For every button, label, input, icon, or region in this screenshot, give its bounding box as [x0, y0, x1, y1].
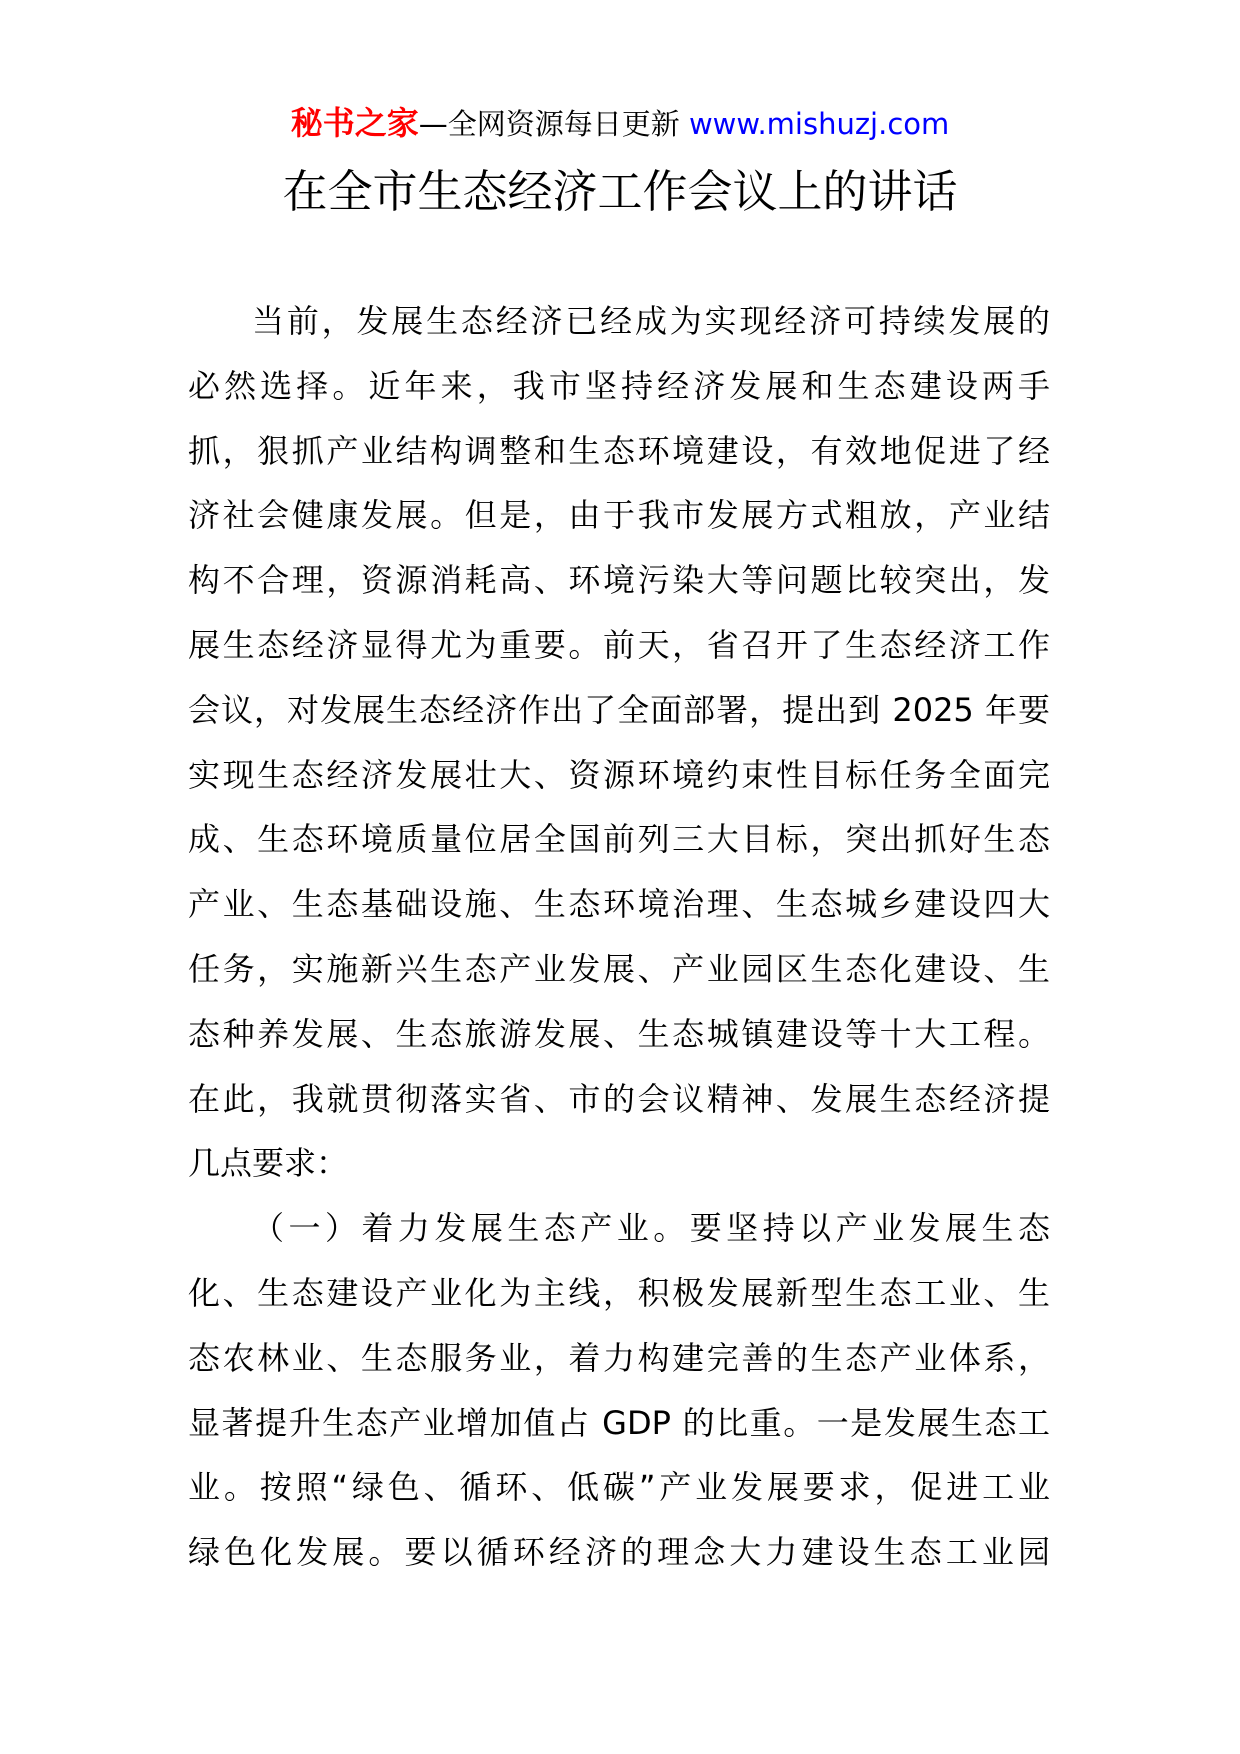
body-text-line: 抓，狠抓产业结构调整和生态环境建设，有效地促进了经: [188, 431, 1050, 470]
body-text-line: 构不合理，资源消耗高、环境污染大等问题比较突出，发: [188, 561, 1050, 600]
body-text-line: 展生态经济显得尤为重要。前天，省召开了生态经济工作: [188, 625, 1050, 664]
section-heading-line: （一）着力发展生态产业。要坚持以产业发展生态: [252, 1209, 1050, 1248]
body-text-line: 济社会健康发展。但是，由于我市发展方式粗放，产业结: [188, 496, 1050, 535]
body-text-line: 态农林业、生态服务业，着力构建完善的生态产业体系，: [188, 1338, 1050, 1377]
site-tagline: —全网资源每日更新: [418, 107, 689, 141]
body-text-line: 绿色化发展。要以循环经济的理念大力建设生态工业园: [188, 1533, 1050, 1572]
body-text-line: 会议，对发展生态经济作出了全面部署，提出到 2025 年要: [188, 690, 1050, 729]
body-text-line: 当前，发展生态经济已经成为实现经济可持续发展的: [252, 302, 1050, 340]
body-text-line: 态种养发展、生态旅游发展、生态城镇建设等十大工程。: [188, 1014, 1050, 1053]
document-body: [188, 289, 1050, 1585]
paragraph-intro: [188, 289, 1050, 1196]
body-text-line: 产业、生态基础设施、生态环境治理、生态城乡建设四大: [188, 885, 1050, 924]
paragraph-section-1: [188, 1196, 1050, 1585]
site-brand: 秘书之家: [290, 104, 419, 142]
document-title: 在全市生态经济工作会议上的讲话: [282, 165, 958, 218]
body-text-line: 任务，实施新兴生态产业发展、产业园区生态化建设、生: [188, 949, 1050, 988]
body-text-line: 实现生态经济发展壮大、资源环境约束性目标任务全面完: [188, 755, 1050, 794]
body-text-line: 化、生态建设产业化为主线，积极发展新型生态工业、生: [188, 1273, 1050, 1312]
site-url: www.mishuzj.com: [688, 107, 950, 141]
body-text-line: 几点要求：: [188, 1144, 349, 1183]
body-text-line: 在此，我就贯彻落实省、市的会议精神、发展生态经济提: [188, 1079, 1050, 1118]
body-text-line: 成、生态环境质量位居全国前列三大目标，突出抓好生态: [188, 820, 1050, 859]
body-text-line: 业。按照“绿色、循环、低碳”产业发展要求，促进工业: [188, 1468, 1050, 1507]
body-text-line: 必然选择。近年来，我市坚持经济发展和生态建设两手: [188, 366, 1050, 405]
site-header: [0, 103, 1240, 143]
body-text-line: 显著提升生态产业增加值占 GDP 的比重。一是发展生态工: [188, 1403, 1050, 1442]
